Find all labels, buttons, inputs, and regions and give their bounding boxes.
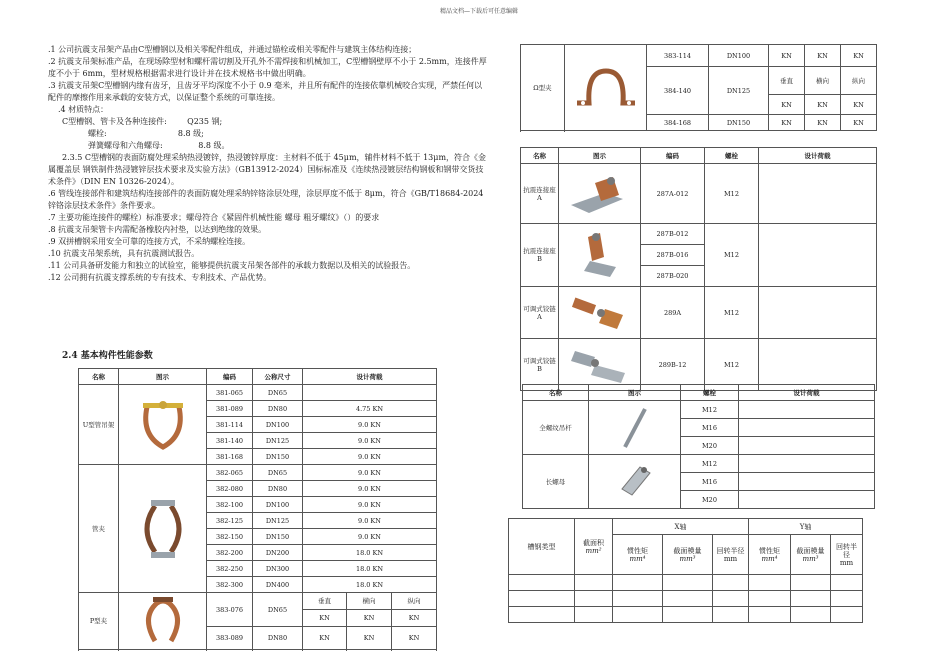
cell	[739, 455, 875, 473]
col-header: 设计荷载	[739, 385, 875, 401]
cell	[739, 473, 875, 491]
modulus-label: 截面模量	[673, 546, 702, 555]
row-name: 可调式铰链A	[521, 287, 559, 339]
cell: 382-080	[207, 481, 253, 497]
cell: 382-125	[207, 513, 253, 529]
cell: 垂直	[303, 593, 347, 610]
inertia-header	[613, 535, 663, 575]
radius-unit: mm	[839, 558, 854, 567]
cell	[759, 339, 877, 391]
area-header	[575, 519, 613, 575]
modulus-header	[791, 535, 831, 575]
col-header: 名称	[523, 385, 589, 401]
cell: KN	[303, 610, 347, 627]
cell: 287A-012	[641, 164, 705, 224]
cell: 383-089	[207, 627, 253, 650]
paragraph: 2.3.5 C型槽钢的表面防腐处理采纳热浸镀锌，热浸镀锌厚度：主材料不低于 45μm，辅件材料不低于 13μm，符合《金属覆盖层 钢铁制件热浸镀锌层技术要求及实验方法》（GB13912-2024）国标标准及《连续热浸镀层结构钢板和钢带交货技术条件》（DIN EN 10326-2024）。	[48, 153, 487, 186]
paragraph: .4 材质特点：	[58, 105, 109, 114]
cell: M12	[705, 164, 759, 224]
row-name: 全螺纹吊杆	[523, 401, 589, 455]
col-header: 名称	[79, 369, 119, 385]
cell: 287B-020	[641, 266, 705, 287]
col-header: 螺栓	[705, 148, 759, 164]
cell: KN	[841, 115, 877, 131]
row-name: 抗震连接座A	[521, 164, 559, 224]
cell: KN	[347, 610, 392, 627]
paragraph: .2 抗震支吊架标准产品，在现场除型材和螺杆需切割及开孔外不需焊接和机械加工，C型槽钢壁厚不小于 2.5mm，连接件厚度不小于 6mm，型材规格根据需求进行设计并在技术规格书中做出明确。	[48, 57, 487, 78]
area-unit: mm²	[585, 546, 602, 555]
long-nut-image	[589, 455, 681, 509]
cell: M12	[705, 339, 759, 391]
paragraph: .3 抗震支吊架C型槽钢内缘有齿牙，且齿牙平均深度不小于 0.9 毫米，并且所有配件的连接依靠机械咬合实现，严禁任何以配件的摩擦作用来承载的安装方式，以保证整个系统的可靠连接。	[48, 81, 483, 102]
cell: M12	[705, 287, 759, 339]
cell: 18.0 KN	[303, 545, 437, 561]
cell: M12	[681, 455, 739, 473]
cell: DN65	[253, 385, 303, 401]
radius-label: 回转半径	[836, 542, 858, 559]
paragraph: .11 公司具备研发能力和独立的试验室，能够提供抗震支吊架各部件的承载力数据以及相关的试验报告。	[48, 261, 416, 270]
cell: KN	[769, 115, 805, 131]
cell: 9.0 KN	[303, 513, 437, 529]
connector-b-image	[559, 224, 641, 287]
threaded-rod-image	[589, 401, 681, 455]
cell: DN80	[253, 627, 303, 650]
cell: 382-200	[207, 545, 253, 561]
cell: 9.0 KN	[303, 417, 437, 433]
area-label: 截面积	[583, 538, 604, 547]
cell: 382-250	[207, 561, 253, 577]
cell: M20	[681, 437, 739, 455]
connector-a-image	[559, 164, 641, 224]
cell: KN	[769, 95, 805, 115]
cell: DN150	[253, 529, 303, 545]
radius-header	[831, 535, 863, 575]
pipe-clamp-image	[119, 465, 207, 593]
cell: KN	[303, 627, 347, 650]
modulus-header	[663, 535, 713, 575]
cell: DN100	[253, 497, 303, 513]
radius-header	[713, 535, 749, 575]
col-header: 设计荷载	[759, 148, 877, 164]
cell	[739, 401, 875, 419]
cell: DN300	[253, 561, 303, 577]
cell: 287B-012	[641, 224, 705, 245]
cell: DN400	[253, 577, 303, 593]
cell: KN	[805, 115, 841, 131]
cell: KN	[769, 45, 805, 67]
cell	[303, 385, 437, 401]
cell: DN65	[253, 465, 303, 481]
row-name: 抗震连接座B	[521, 224, 559, 287]
omega-clamp-image	[565, 45, 647, 131]
cell: KN	[841, 45, 877, 67]
cell: 18.0 KN	[303, 577, 437, 593]
cell	[759, 287, 877, 339]
cell	[739, 491, 875, 509]
cell: KN	[392, 610, 437, 627]
cell: DN125	[709, 67, 769, 115]
cell: 横向	[805, 67, 841, 95]
cell: 382-100	[207, 497, 253, 513]
cell: 9.0 KN	[303, 529, 437, 545]
cell: 9.0 KN	[303, 449, 437, 465]
cell: M16	[681, 419, 739, 437]
col-header: 编码	[641, 148, 705, 164]
cell: DN125	[253, 433, 303, 449]
section-title: 2.4 基本构件性能参数	[62, 351, 153, 361]
cell: 382-150	[207, 529, 253, 545]
paragraph: .9 双拼槽钢采用安全可靠的连接方式，不采纳螺栓连接。	[48, 237, 251, 246]
rod-nut-table	[522, 384, 875, 509]
cell: KN	[347, 627, 392, 650]
cell: 382-065	[207, 465, 253, 481]
cell: KN	[805, 95, 841, 115]
col-header: 图示	[119, 369, 207, 385]
col-header: 设计荷载	[303, 369, 437, 385]
col-header: 图示	[589, 385, 681, 401]
inertia-unit: mm⁴	[761, 554, 778, 563]
cell: 382-300	[207, 577, 253, 593]
cell: 垂直	[769, 67, 805, 95]
cell: DN80	[253, 481, 303, 497]
body-text	[48, 44, 490, 284]
x-axis-header: X轴	[613, 519, 749, 535]
paragraph: .6 管线连接部件和建筑结构连接部件的表面防腐处理采纳锌铬涂层处理，涂层厚度不低于 8μm，符合《GB/T18684-2024 锌铬涂层技术条件》条件要求。	[48, 189, 484, 210]
paragraph: 弹簧螺母和六角螺母: 8.8 级。	[88, 141, 230, 150]
inertia-unit: mm⁴	[629, 554, 646, 563]
inertia-label: 惯性矩	[759, 546, 781, 555]
col-header: 名称	[521, 148, 559, 164]
cell: 289A	[641, 287, 705, 339]
cell: 381-140	[207, 433, 253, 449]
y-axis-header: Y轴	[749, 519, 863, 535]
cell: DN100	[709, 45, 769, 67]
cell: M20	[681, 491, 739, 509]
cell: 纵向	[841, 67, 877, 95]
cell: 横向	[347, 593, 392, 610]
cell: M12	[705, 224, 759, 287]
paragraph: .7 主要功能连接件的螺栓）标准要求；螺母符合《紧固件机械性能 螺母 粗牙螺纹》（）的要求	[48, 213, 380, 222]
channel-type-header: 槽钢类型	[509, 519, 575, 575]
inertia-label: 惯性矩	[627, 546, 648, 555]
paragraph: 螺栓: 8.8 级;	[88, 129, 204, 138]
modulus-unit: mm³	[679, 554, 696, 563]
row-name: 长螺母	[523, 455, 589, 509]
row-name: U型管吊架	[79, 385, 119, 465]
row-name: Ω型夹	[521, 45, 565, 131]
channel-property-table	[508, 518, 863, 623]
cell: 9.0 KN	[303, 481, 437, 497]
cell: M16	[681, 473, 739, 491]
cell: DN125	[253, 513, 303, 529]
modulus-unit: mm³	[802, 554, 819, 563]
hinge-a-image	[559, 287, 641, 339]
cell: 381-089	[207, 401, 253, 417]
cell: 9.0 KN	[303, 465, 437, 481]
col-header: 图示	[559, 148, 641, 164]
cell: 383-076	[207, 593, 253, 627]
cell: KN	[392, 627, 437, 650]
p-clamp-image	[119, 593, 207, 650]
cell: 381-114	[207, 417, 253, 433]
cell: 287B-016	[641, 245, 705, 266]
cell: 383-114	[647, 45, 709, 67]
page-header: 精品文档—下载后可任意编辑	[440, 8, 519, 15]
cell: 18.0 KN	[303, 561, 437, 577]
component-table-1	[78, 368, 437, 650]
row-name: 可调式铰链B	[521, 339, 559, 391]
cell: 9.0 KN	[303, 433, 437, 449]
cell: DN100	[253, 417, 303, 433]
cell: 9.0 KN	[303, 497, 437, 513]
cell: DN80	[253, 401, 303, 417]
paragraph: .8 抗震支吊架管卡内需配备橡胶内衬垫，以达到绝缘的效果。	[48, 225, 267, 234]
cell: 381-168	[207, 449, 253, 465]
col-header: 螺栓	[681, 385, 739, 401]
paragraph: .10 抗震支吊架系统，具有抗震测试报告。	[48, 249, 200, 258]
modulus-label: 截面模量	[796, 546, 825, 555]
paragraph: .12 公司拥有抗震支撑系统的专有技术、专利技术、产品优势。	[48, 273, 272, 282]
cell: 纵向	[392, 593, 437, 610]
cell: KN	[841, 95, 877, 115]
paragraph: .1 公司抗震支吊架产品由C型槽钢以及相关零配件组成，并通过锚栓或相关零配件与建筑主体结构连接；	[48, 45, 417, 54]
cell: 384-168	[647, 115, 709, 131]
cell	[759, 164, 877, 224]
row-name: 管夹	[79, 465, 119, 593]
inertia-header	[749, 535, 791, 575]
cell	[739, 419, 875, 437]
row-name: P型夹	[79, 593, 119, 650]
cell: DN150	[253, 449, 303, 465]
cell	[759, 224, 877, 287]
hinge-b-image	[559, 339, 641, 391]
cell: 384-140	[647, 67, 709, 115]
col-header: 编码	[207, 369, 253, 385]
paragraph: C型槽钢、管卡及各种连接件: Q235 钢;	[62, 117, 223, 126]
connector-table	[520, 147, 877, 391]
omega-clamp-table	[520, 44, 877, 131]
radius-label: 回转半径	[716, 546, 745, 555]
cell: 289B-12	[641, 339, 705, 391]
cell: 381-065	[207, 385, 253, 401]
cell: 4.75 KN	[303, 401, 437, 417]
cell: DN65	[253, 593, 303, 627]
cell: KN	[805, 45, 841, 67]
cell: M12	[681, 401, 739, 419]
cell	[739, 437, 875, 455]
u-clamp-image	[119, 385, 207, 465]
radius-unit: mm	[723, 554, 738, 563]
cell: DN200	[253, 545, 303, 561]
col-header: 公称尺寸	[253, 369, 303, 385]
cell: DN150	[709, 115, 769, 131]
